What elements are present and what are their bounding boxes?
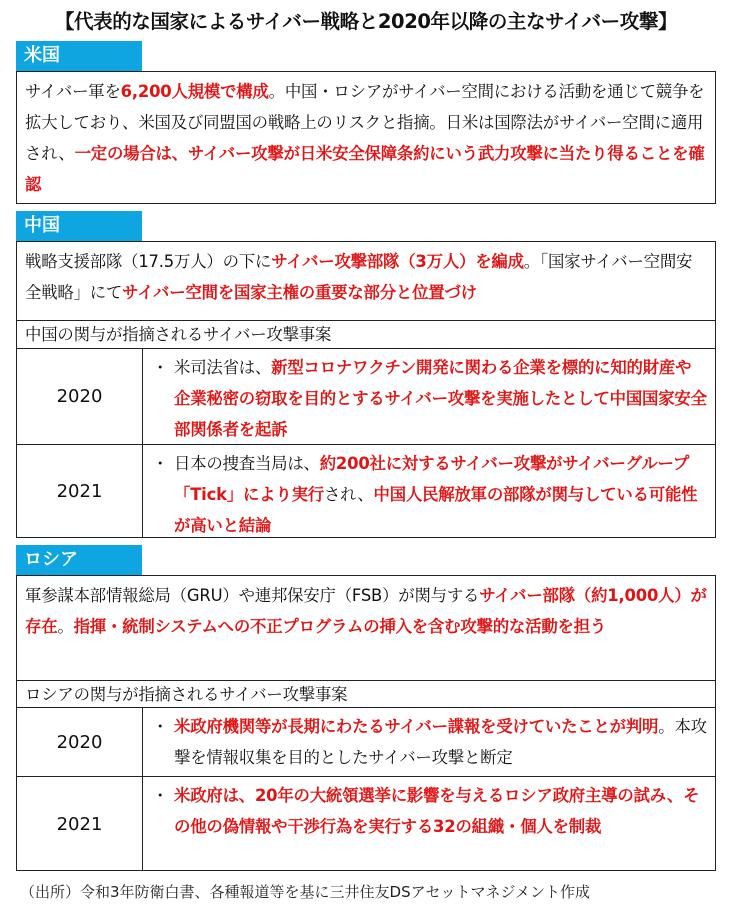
body-text: され、 <box>323 485 374 504</box>
highlight-text: サイバー空間を国家主権の重要な部分と位置づけ <box>122 283 477 302</box>
case-year: 2020 <box>17 708 143 776</box>
highlight-text: サイバー攻撃部隊（3万人）を編成 <box>271 252 524 271</box>
case-year: 2021 <box>17 445 143 538</box>
body-text: 。本攻撃を情報収集を目的としたサイバー攻撃と断定 <box>174 717 707 767</box>
bullet-icon: ・ <box>152 358 169 377</box>
highlight-text: 新型コロナワクチン開発に関わる企業を標的に知的財産や企業秘密の窃取を目的とするサイバー攻撃を実施したとして中国国家安全部関係者を起訴 <box>174 358 707 439</box>
source-note: （出所）令和3年防衛白書、各種報道等を基に三井住友DSアセットマネジメント作成 <box>20 883 591 901</box>
bullet-icon: ・ <box>152 786 169 805</box>
body-text: 戦略支援部隊（17.5万人）の下に <box>25 252 272 271</box>
section-label-russia: ロシア <box>16 545 142 575</box>
highlight-text: 約200社に対するサイバー攻撃がサイバーグループ「Tick」により実行 <box>174 454 690 504</box>
case-text <box>174 454 697 535</box>
case-description <box>142 349 715 444</box>
china-description <box>17 242 715 320</box>
page-title: 【代表的な国家によるサイバー戦略と2020年以降の主なサイバー攻撃】 <box>54 10 678 33</box>
highlight-text: サイバー部隊（約1,000人）が存在 <box>25 586 707 636</box>
us-box <box>16 71 716 204</box>
russia-box <box>16 575 716 871</box>
highlight-text: 6,200人規模で構成 <box>120 82 269 101</box>
china-box <box>16 241 716 538</box>
body-text: 。 <box>57 617 74 636</box>
highlight-text: 中国人民解放軍の部隊が関与している可能性が高いと結論 <box>174 485 698 535</box>
case-description <box>142 708 715 776</box>
case-year: 2021 <box>17 777 143 871</box>
table-row <box>17 707 715 776</box>
section-label-china: 中国 <box>16 211 142 241</box>
body-text: サイバー軍を <box>25 82 121 101</box>
russia-description <box>17 576 715 680</box>
highlight-text: 米政府は、20年の大統領選挙に影響を与えるロシア政府主導の試み、その他の偽情報や干渉行為を実行する32の組織・個人を制裁 <box>174 786 700 836</box>
russia-cases-header: ロシアの関与が指摘されるサイバー攻撃事案 <box>17 680 715 709</box>
table-row <box>17 348 715 444</box>
highlight-text: 米政府機関等が長期にわたるサイバー諜報を受けていたことが判明 <box>174 717 659 736</box>
body-text: 日本の捜査当局は、 <box>174 454 320 473</box>
section-label-us: 米国 <box>16 41 142 71</box>
case-description <box>142 777 715 871</box>
case-year: 2020 <box>17 349 143 444</box>
us-description <box>17 72 715 200</box>
bullet-icon: ・ <box>152 717 169 736</box>
body-text: 。中国・ロシアがサイバー空間における活動を通じて競争を拡大しており、米国及び同盟国の戦略上のリスクと指摘。日米は国際法がサイバー空間に適用され、 <box>25 82 705 163</box>
body-text: 軍参謀本部情報総局（GRU）や連邦保安庁（FSB）が関与する <box>25 586 480 605</box>
case-text <box>174 717 707 767</box>
highlight-text: 一定の場合は、サイバー攻撃が日米安全保障条約にいう武力攻撃に当たり得ることを確認 <box>25 144 705 194</box>
table-row <box>17 776 715 871</box>
highlight-text: 指揮・統制システムへの不正プログラムの挿入を含む攻撃的な活動を担う <box>73 617 607 636</box>
bullet-icon: ・ <box>152 454 169 473</box>
china-cases-header: 中国の関与が指摘されるサイバー攻撃事案 <box>17 320 715 349</box>
table-row <box>17 444 715 538</box>
body-text: 米司法省は、 <box>174 358 272 377</box>
body-text: 。「国家サイバー空間安全戦略」にて <box>25 252 693 302</box>
case-description <box>142 445 715 538</box>
case-text <box>174 358 707 439</box>
case-text <box>174 786 699 836</box>
